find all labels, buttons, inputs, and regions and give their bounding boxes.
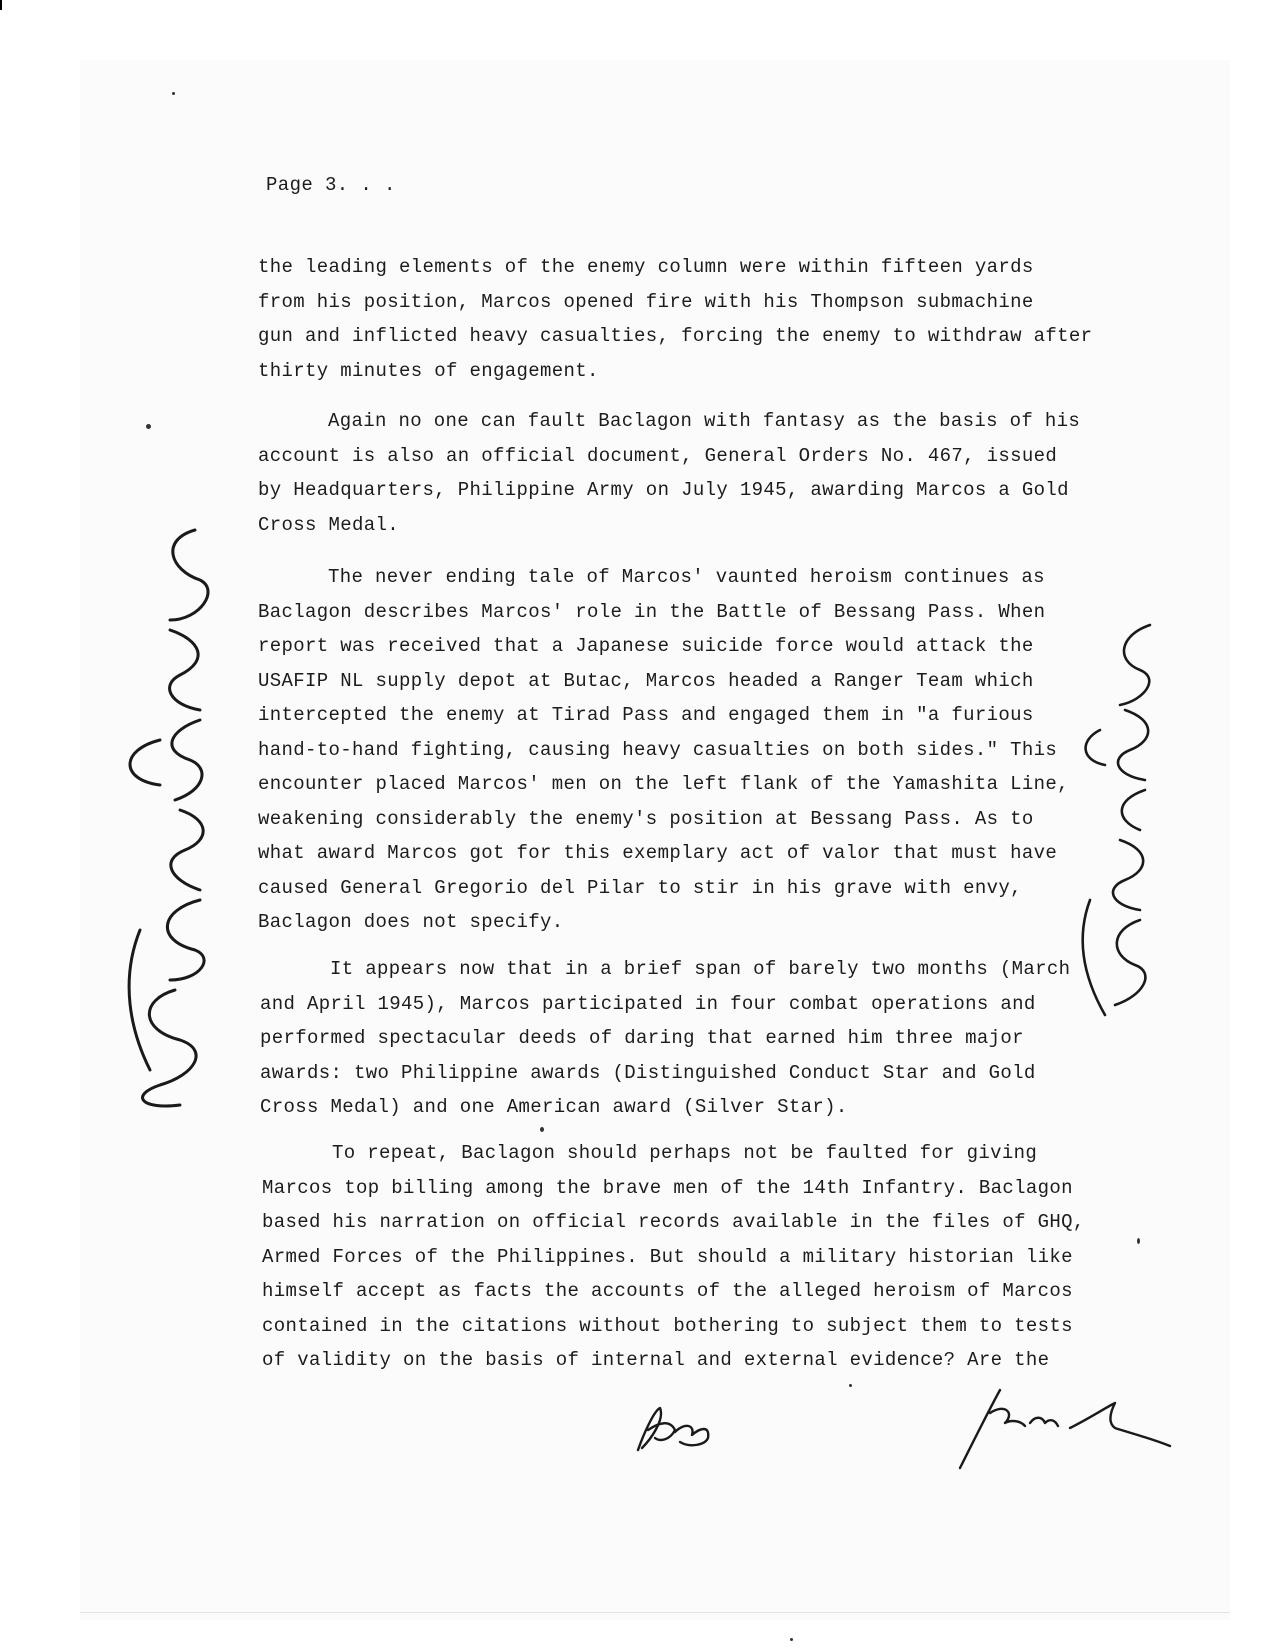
text-line: caused General Gregorio del Pilar to stir in his grave with envy, <box>258 876 1022 899</box>
text-line: It appears now that in a brief span of barely two months (March <box>330 958 1071 980</box>
text-line: The never ending tale of Marcos' vaunted heroism continues as <box>328 566 1045 588</box>
text-line: the leading elements of the enemy column were within fifteen yards <box>258 256 1034 278</box>
text-line: based his narration on official records available in the files of GHQ, <box>262 1211 1085 1233</box>
text-line: Again no one can fault Baclagon with fantasy as the basis of his <box>328 410 1081 432</box>
text-line: Cross Medal) and one American award (Silver Star). <box>260 1096 848 1118</box>
text-line: Baclagon describes Marcos' role in the Battle of Bessang Pass. When <box>258 600 1046 623</box>
text-line: account is also an official document, General Orders No. 467, issued <box>258 444 1058 467</box>
bottom-initials-right <box>950 1378 1180 1478</box>
bottom-initials-left <box>630 1400 730 1460</box>
text-line: USAFIP NL supply depot at Butac, Marcos headed a Ranger Team which <box>258 669 1034 692</box>
text-line: Cross Medal. <box>258 513 400 536</box>
text-line: gun and inflicted heavy casualties, forcing the enemy to withdraw after <box>258 325 1093 347</box>
text-line: by Headquarters, Philippine Army on July 1945, awarding Marcos a Gold <box>258 479 1069 501</box>
page-label: Page 3. . . <box>266 174 396 196</box>
paragraph-2 <box>258 404 1080 542</box>
text-line: himself accept as facts the accounts of the alleged heroism of Marcos <box>262 1280 1073 1302</box>
text-line: weakening considerably the enemy's position at Bessang Pass. As to <box>258 807 1034 830</box>
text-line: performed spectacular deeds of daring that earned him three major <box>260 1027 1024 1049</box>
text-line: from his position, Marcos opened fire with his Thompson submachine <box>258 290 1034 313</box>
right-margin-signature <box>1060 610 1180 1030</box>
text-line: To repeat, Baclagon should perhaps not be faulted for giving <box>332 1142 1038 1164</box>
paragraph-1 <box>258 250 1092 388</box>
text-line: contained in the citations without bothering to subject them to tests <box>262 1314 1073 1337</box>
text-line: awards: two Philippine awards (Distinguished Conduct Star and Gold <box>260 1061 1036 1084</box>
text-line: intercepted the enemy at Tirad Pass and engaged them in "a furious <box>258 704 1034 726</box>
text-line: encounter placed Marcos' men on the left flank of the Yamashita Line, <box>258 773 1069 795</box>
text-line: what award Marcos got for this exemplary act of valor that must have <box>258 842 1058 864</box>
text-line: and April 1945), Marcos participated in four combat operations and <box>260 992 1036 1015</box>
paragraph-4 <box>260 952 1070 1125</box>
text-line: Marcos top billing among the brave men of the 14th Infantry. Baclagon <box>262 1176 1073 1199</box>
text-line: report was received that a Japanese suicide force would attack the <box>258 635 1034 657</box>
left-margin-signature <box>100 510 230 1110</box>
text-line: hand-to-hand fighting, causing heavy casualties on both sides." This <box>258 738 1058 761</box>
text-line: thirty minutes of engagement. <box>258 359 599 382</box>
text-line: of validity on the basis of internal and external evidence? Are the <box>262 1349 1050 1371</box>
paragraph-5 <box>262 1136 1085 1378</box>
paragraph-3 <box>258 560 1069 940</box>
text-line: Baclagon does not specify. <box>258 911 564 933</box>
text-line: Armed Forces of the Philippines. But should a military historian like <box>262 1245 1073 1268</box>
